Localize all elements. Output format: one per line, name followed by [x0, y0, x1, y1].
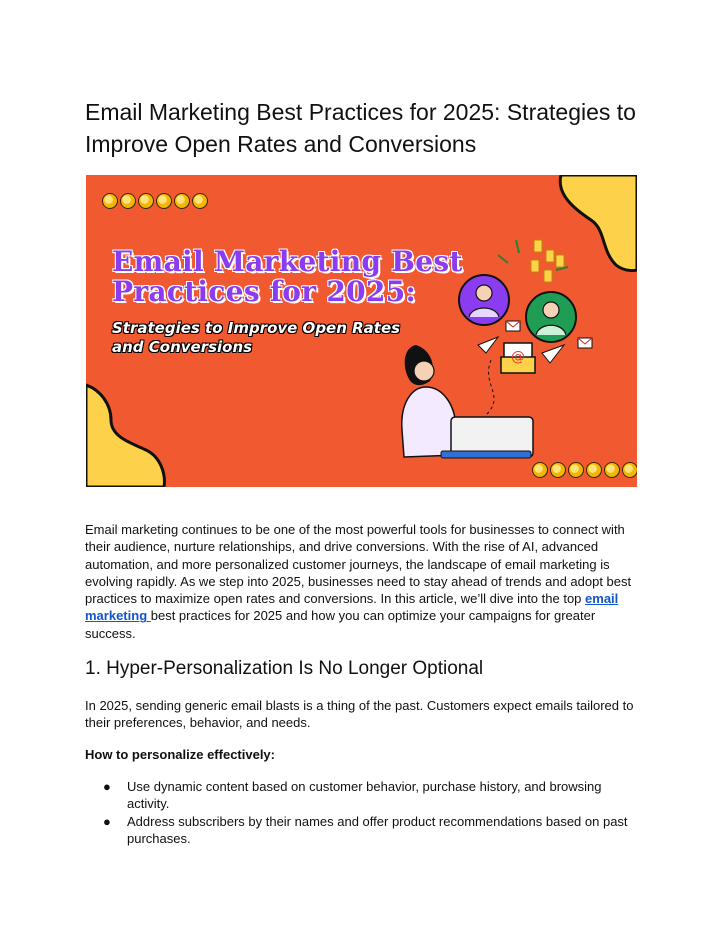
section-heading: 1. Hyper-Personalization Is No Longer Optional	[85, 658, 484, 679]
intro-paragraph	[85, 521, 637, 642]
banner-title: Email Marketing Best Practices for 2025:	[112, 245, 463, 308]
bullet-icon: ●	[103, 813, 111, 829]
list-item	[85, 813, 637, 848]
hero-banner-image	[86, 175, 637, 487]
coin-row-top	[102, 193, 208, 209]
article-title: Email Marketing Best Practices for 2025: Strategies to Improve Open Rates and Conversions	[85, 99, 636, 157]
paper-plane-icon	[478, 337, 498, 353]
svg-text:@: @	[511, 349, 525, 365]
banner-subtitle: Strategies to Improve Open Rates and Conversions	[112, 319, 401, 356]
list-item-text: Address subscribers by their names and offer product recommendations based on past purchases.	[127, 813, 628, 846]
coin-row-bottom	[532, 462, 637, 478]
section-subheading: How to personalize effectively:	[85, 747, 275, 762]
bullet-icon: ●	[103, 779, 111, 794]
email-marketing-link[interactable]: email marketing	[85, 591, 619, 624]
section-paragraph: In 2025, sending generic email blasts is a thing of the past. Customers expect emails tailored to their preferences, behavior, and needs.	[85, 698, 634, 731]
intro-text-after: best practices for 2025 and how you can optimize your campaigns for greater success.	[85, 608, 596, 641]
bullet-list	[85, 778, 637, 847]
list-item-text: Use dynamic content based on customer behavior, purchase history, and browsing activity.	[127, 779, 602, 812]
person-icon	[402, 387, 458, 457]
intro-text-before: Email marketing continues to be one of the most powerful tools for businesses to connect with their audience, nurture relationships, and drive conversions. With the rise of AI, advanced automation, and more personalized customer journeys, the landscape of email marketing is evolving rapidly. As we step into 2025, businesses need to stay ahead of trends and adopt best practices to maximize open rates and conversions. In this article, we’ll dive into the top	[85, 522, 632, 607]
list-item	[85, 778, 637, 813]
